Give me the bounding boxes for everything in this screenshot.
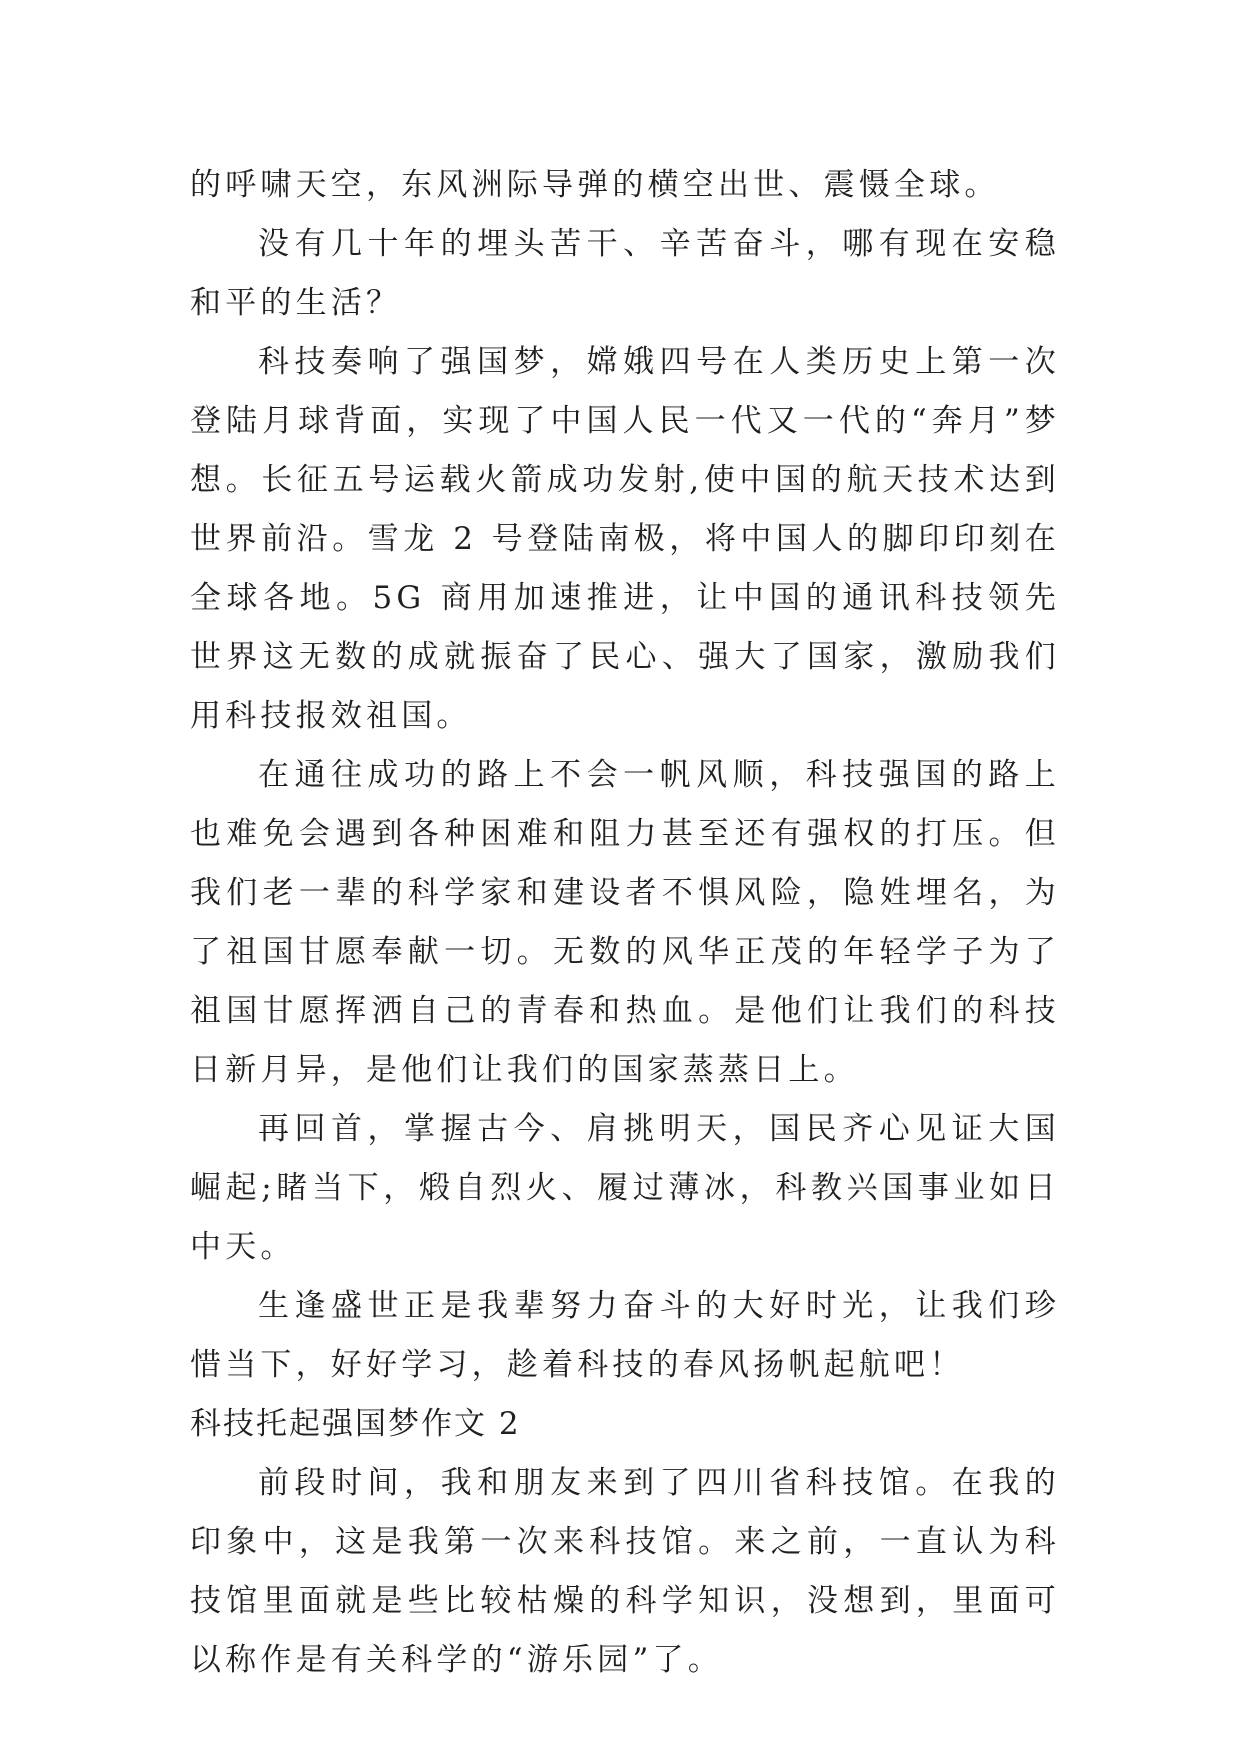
document-body	[190, 156, 1060, 1690]
paragraph-7: 前段时间，我和朋友来到了四川省科技馆。在我的印象中，这是我第一次来科技馆。来之前，一直认为科技馆里面就是些比较枯燥的科学知识，没想到，里面可以称作是有关科学的“游乐园”了。	[190, 1465, 1060, 1678]
paragraph-5: 再回首，掌握古今、肩挑明天，国民齐心见证大国崛起;睹当下，煅自烈火、履过薄冰，科教兴国事业如日中天。	[190, 1111, 1060, 1265]
paragraph-4: 在通往成功的路上不会一帆风顺，科技强国的路上也难免会遇到各种困难和阻力甚至还有强权的打压。但我们老一辈的科学家和建设者不惧风险，隐姓埋名，为了祖国甘愿奉献一切。无数的风华正茂的年轻学子为了祖国甘愿挥洒自己的青春和热血。是他们让我们的科技日新月异，是他们让我们的国家蒸蒸日上。	[190, 757, 1060, 1088]
paragraph-6: 生逢盛世正是我辈努力奋斗的大好时光，让我们珍惜当下，好好学习，趁着科技的春风扬帆起航吧！	[190, 1288, 1060, 1383]
paragraph-3: 科技奏响了强国梦，嫦娥四号在人类历史上第一次登陆月球背面，实现了中国人民一代又一代的“奔月”梦想。长征五号运载火箭成功发射,使中国的航天技术达到世界前沿。雪龙 2 号登陆南极，将中国人的脚印印刻在全球各地。5G 商用加速推进，让中国的通讯科技领先世界这无数的成就振奋了民心、强大了国家，激励我们用科技报效祖国。	[190, 344, 1060, 734]
paragraph-1: 的呼啸天空，东风洲际导弹的横空出世、震慑全球。	[190, 167, 1000, 203]
paragraph-2: 没有几十年的埋头苦干、辛苦奋斗，哪有现在安稳和平的生活？	[190, 226, 1060, 321]
essay-heading: 科技托起强国梦作文 2	[190, 1406, 521, 1442]
